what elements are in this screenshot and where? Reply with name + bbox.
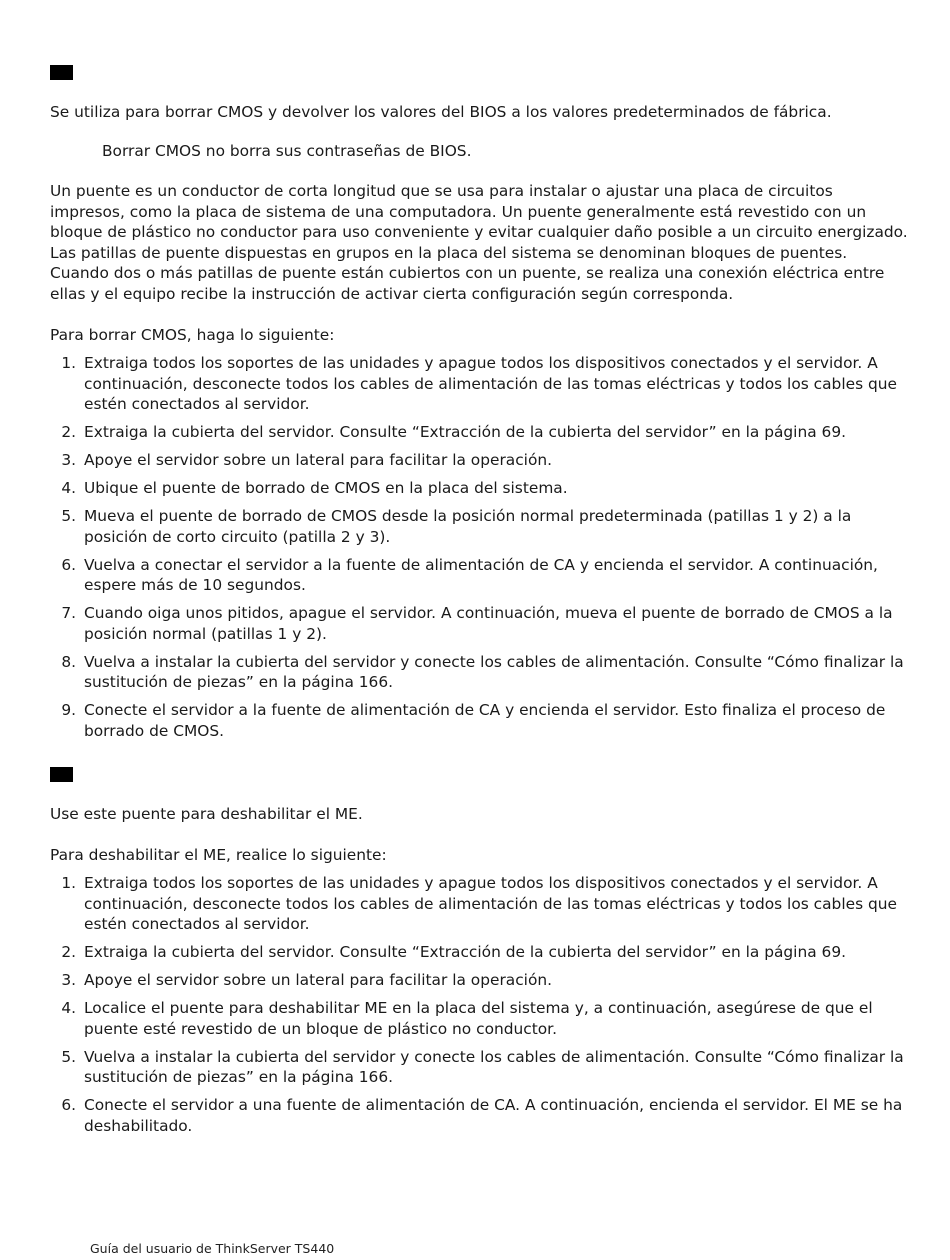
list-item: 5. Vuelva a instalar la cubierta del servidor y conecte los cables de alimentación. Consulte “Cómo finalizar la sustitución de piezas” en la página 166. (61, 1047, 904, 1087)
step-text: Conecte el servidor a una fuente de alimentación de CA. A continuación, encienda el servidor. El ME se ha deshabilitado. (84, 1096, 903, 1135)
me-steps-lead: Para deshabilitar el ME, realice lo siguiente: (50, 846, 387, 864)
step-text: Vuelva a instalar la cubierta del servidor y conecte los cables de alimentación. Consulte “Cómo finalizar la sustitución de piezas” en la página 166. (84, 652, 904, 692)
step-text: Ubique el puente de borrado de CMOS en la placa del sistema. (84, 479, 568, 498)
list-item: 2. Extraiga la cubierta del servidor. Consulte “Extracción de la cubierta del servidor” en la página 69. (61, 423, 847, 442)
list-item: 6. Conecte el servidor a una fuente de alimentación de CA. A continuación, encienda el servidor. El ME se ha deshabilitado. (61, 1096, 903, 1135)
step-text: Vuelva a conectar el servidor a la fuente de alimentación de CA y encienda el servidor. A continuación, espere más de 10 segundos. (84, 555, 878, 595)
list-item: 3. Apoye el servidor sobre un lateral para facilitar la operación. (61, 451, 553, 470)
cmos-steps-list (50, 353, 910, 749)
step-text: Cuando oiga unos pitidos, apague el servidor. A continuación, mueva el puente de borrado de CMOS a la posición normal (patillas 1 y 2). (84, 604, 893, 643)
list-item: 4. Ubique el puente de borrado de CMOS en la placa del sistema. (61, 479, 568, 498)
list-item: 5. Mueva el puente de borrado de CMOS desde la posición normal predeterminada (patillas 1 y 2) a la posición de corto circuito (patilla 2 y 3). (61, 507, 852, 546)
list-item: 7. Cuando oiga unos pitidos, apague el servidor. A continuación, mueva el puente de borrado de CMOS a la posición normal (patillas 1 y 2). (61, 604, 893, 643)
step-text: Extraiga la cubierta del servidor. Consulte “Extracción de la cubierta del servidor” en la página 69. (84, 943, 847, 962)
cmos-steps-lead: Para borrar CMOS, haga lo siguiente: (50, 326, 335, 344)
page-footer: Guía del usuario de ThinkServer TS440 (90, 1241, 335, 1256)
list-item: 3. Apoye el servidor sobre un lateral para facilitar la operación. (61, 971, 553, 990)
list-item: 1. Extraiga todos los soportes de las unidades y apague todos los dispositivos conectados y el servidor. A continuación, desconecte todos los cables de alimentación de las tomas eléctricas y todos los cables que estén conectados al servidor. (61, 354, 897, 414)
list-item: 6. Vuelva a conectar el servidor a la fuente de alimentación de CA y encienda el servidor. A continuación, espere más de 10 segundos. (61, 555, 878, 595)
step-text: Extraiga la cubierta del servidor. Consulte “Extracción de la cubierta del servidor” en la página 69. (84, 423, 847, 442)
list-item: 1. Extraiga todos los soportes de las unidades y apague todos los dispositivos conectados y el servidor. A continuación, desconecte todos los cables de alimentación de las tomas eléctricas y todos los cables que estén conectados al servidor. (61, 874, 897, 934)
step-text: Localice el puente para deshabilitar ME en la placa del sistema y, a continuación, asegúrese de que el puente esté revestido de un bloque de plástico no conductor. (84, 999, 873, 1038)
jumper-definition: Un puente es un conductor de corta longitud que se usa para instalar o ajustar una placa de circuitos impresos, como la placa de sistema de una computadora. Un puente generalmente está revestido con un bloque de plástico no conductor para uso conveniente y evitar cualquier daño posible a un circuito energizado. Las patillas de puente dispuestas en grupos en la placa del sistema se denominan bloques de puentes. Cuando dos o más patillas de puente están cubiertos con un puente, se realiza una conexión eléctrica entre ellas y el equipo recibe la instrucción de activar cierta configuración según corresponda. (50, 182, 908, 303)
section-heading-marker-me (50, 767, 73, 782)
cmos-note: Borrar CMOS no borra sus contraseñas de BIOS. (102, 142, 472, 160)
step-text: Apoye el servidor sobre un lateral para facilitar la operación. (84, 451, 553, 470)
me-intro: Use este puente para deshabilitar el ME. (50, 805, 363, 823)
step-text: Mueva el puente de borrado de CMOS desde la posición normal predeterminada (patillas 1 y 2) a la posición de corto circuito (patilla 2 y 3). (84, 507, 852, 546)
step-text: Extraiga todos los soportes de las unidades y apague todos los dispositivos conectados y el servidor. A continuación, desconecte todos los cables de alimentación de las tomas eléctricas y todos los cables que estén conectados al servidor. (84, 874, 897, 934)
step-text: Extraiga todos los soportes de las unidades y apague todos los dispositivos conectados y el servidor. A continuación, desconecte todos los cables de alimentación de las tomas eléctricas y todos los cables que estén conectados al servidor. (84, 354, 897, 414)
list-item: 2. Extraiga la cubierta del servidor. Consulte “Extracción de la cubierta del servidor” en la página 69. (61, 943, 847, 962)
list-item: 4. Localice el puente para deshabilitar ME en la placa del sistema y, a continuación, asegúrese de que el puente esté revestido de un bloque de plástico no conductor. (61, 999, 873, 1038)
step-text: Vuelva a instalar la cubierta del servidor y conecte los cables de alimentación. Consulte “Cómo finalizar la sustitución de piezas” en la página 166. (84, 1047, 904, 1087)
step-text: Apoye el servidor sobre un lateral para facilitar la operación. (84, 971, 553, 990)
me-steps-list (50, 873, 910, 1144)
step-text: Conecte el servidor a la fuente de alimentación de CA y encienda el servidor. Esto finaliza el proceso de borrado de CMOS. (84, 701, 886, 741)
cmos-intro: Se utiliza para borrar CMOS y devolver los valores del BIOS a los valores predeterminados de fábrica. (50, 103, 832, 121)
section-heading-marker-cmos (50, 65, 73, 80)
list-item: 8. Vuelva a instalar la cubierta del servidor y conecte los cables de alimentación. Consulte “Cómo finalizar la sustitución de piezas” en la página 166. (61, 652, 904, 692)
list-item: 9. Conecte el servidor a la fuente de alimentación de CA y encienda el servidor. Esto finaliza el proceso de borrado de CMOS. (61, 701, 886, 741)
